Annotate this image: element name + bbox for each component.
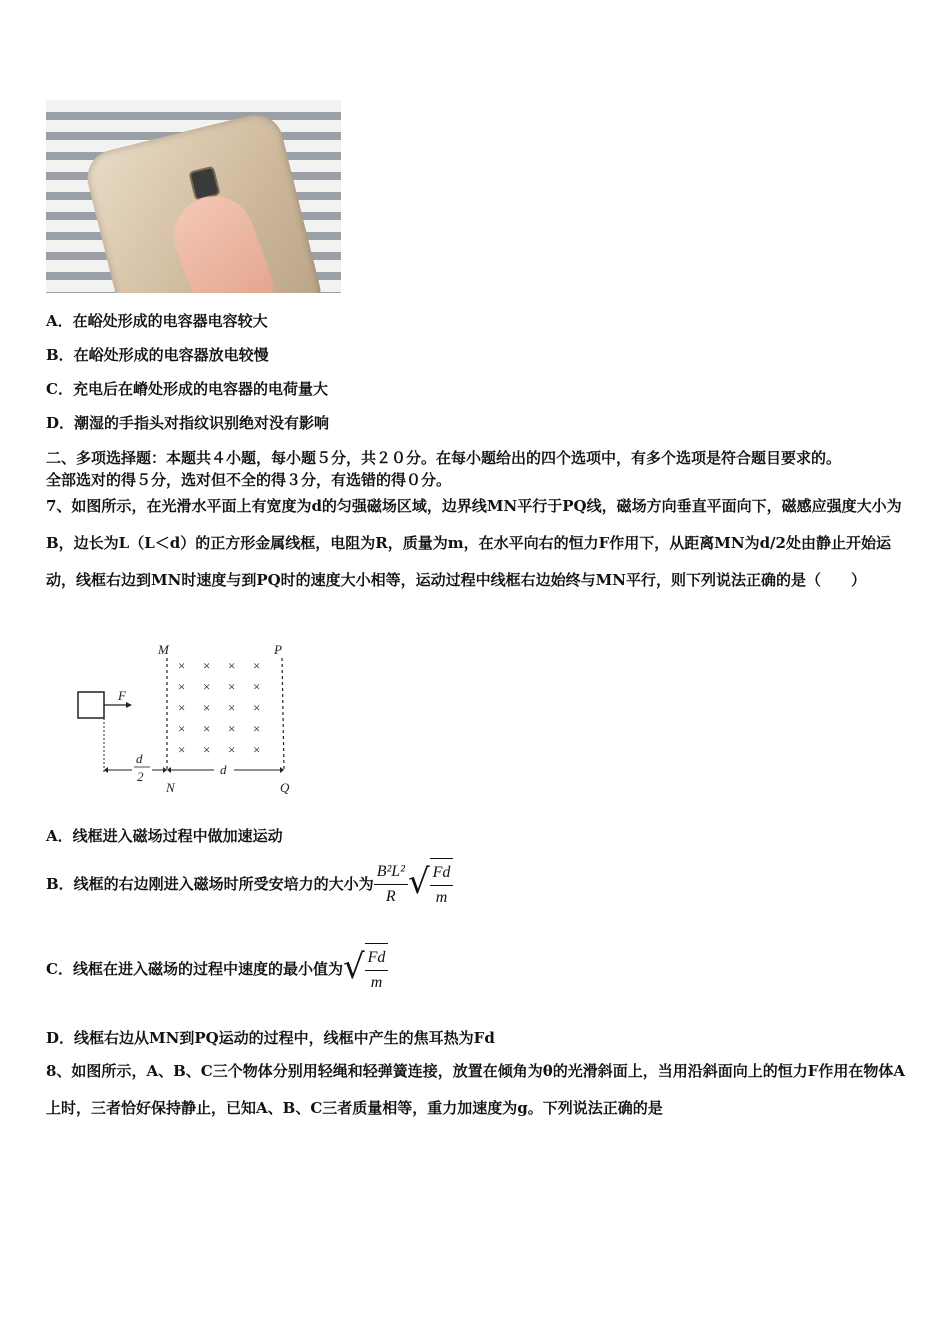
magnetic-field-diagram bbox=[70, 640, 310, 800]
field-x-mark: × bbox=[253, 679, 261, 694]
q7-option-d: D．线框右边从MN到PQ运动的过程中，线框中产生的焦耳热为Fd bbox=[46, 1029, 495, 1047]
label-d: d bbox=[220, 762, 227, 777]
section-header-line2: 全部选对的得５分，选对但不全的得３分，有选错的得０分。 bbox=[46, 471, 452, 489]
field-x-mark: × bbox=[203, 742, 211, 757]
field-x-mark: × bbox=[253, 700, 261, 715]
section-header bbox=[46, 447, 906, 491]
field-x-mark: × bbox=[228, 721, 236, 736]
field-x-mark: × bbox=[253, 721, 261, 736]
square-frame bbox=[78, 692, 104, 718]
label-p: P bbox=[274, 642, 282, 657]
q7-option-a: A．线框进入磁场过程中做加速运动 bbox=[46, 827, 283, 845]
field-x-mark: × bbox=[228, 700, 236, 715]
field-x-mark: × bbox=[203, 721, 211, 736]
field-x-mark: × bbox=[178, 679, 186, 694]
label-d-half-den: 2 bbox=[137, 769, 144, 784]
section-header-line1: 二、多项选择题：本题共４小题，每小题５分，共２０分。在每小题给出的四个选项中，有多个选项是符合题目要求的。 bbox=[46, 449, 842, 467]
q6-option-c: C．充电后在嵴处形成的电容器的电荷量大 bbox=[46, 380, 328, 398]
q8-stem: 8、如图所示，A、B、C三个物体分别用轻绳和轻弹簧连接，放置在倾角为θ的光滑斜面上，当用沿斜面向上的恒力F作用在物体A上时，三者恰好保持静止，已知A、B、C三者质量相等，重力加速度为g。下列说法正确的是 bbox=[46, 1062, 905, 1117]
field-x-mark: × bbox=[203, 658, 211, 673]
q7-option-c bbox=[46, 943, 388, 995]
field-x-mark: × bbox=[178, 721, 186, 736]
q7-option-c-text: C．线框在进入磁场的过程中速度的最小值为 bbox=[46, 960, 343, 978]
q7-figure bbox=[70, 640, 310, 800]
q7-option-b-fraction: $\frac{\text{B²L²}}{R}$ bbox=[374, 860, 408, 909]
label-m: M bbox=[158, 642, 169, 657]
field-x-mark: × bbox=[178, 658, 186, 673]
field-x-mark: × bbox=[253, 742, 261, 757]
fingerprint-phone-photo bbox=[46, 100, 341, 293]
q7-option-c-sqrt: √ $\frac{Fd}{m}$ bbox=[343, 943, 388, 995]
field-x-mark: × bbox=[203, 700, 211, 715]
boundary-pq bbox=[282, 658, 284, 770]
q6-option-d: D．潮湿的手指头对指纹识别绝对没有影响 bbox=[46, 414, 330, 432]
field-x-mark: × bbox=[228, 658, 236, 673]
field-x-mark: × bbox=[228, 679, 236, 694]
q7-option-b-text: B．线框的右边刚进入磁场时所受安培力的大小为 bbox=[46, 875, 374, 893]
q7-stem: 7、如图所示，在光滑水平面上有宽度为d的匀强磁场区域，边界线MN平行于PQ线，磁场方向垂直平面向下，磁感应强度大小为B，边长为L（L＜d）的正方形金属线框，电阻为R，质量为m，在水平向右的恒力F作用下，从距离MN为d/2处由静止开始运动，线框右边到MN时速度与到PQ时的速度大小相等，运动过程中线框右边始终与MN平行，则下列说法正确的是（ ） bbox=[46, 497, 902, 589]
field-x-mark: × bbox=[178, 742, 186, 757]
field-x-mark: × bbox=[228, 742, 236, 757]
label-q: Q bbox=[280, 780, 290, 795]
field-x-mark: × bbox=[203, 679, 211, 694]
label-d-half-num: d bbox=[136, 751, 143, 766]
field-x-mark: × bbox=[253, 658, 261, 673]
label-f: F bbox=[118, 688, 126, 703]
label-n: N bbox=[166, 780, 175, 795]
force-arrowhead bbox=[126, 702, 132, 708]
field-x-mark: × bbox=[178, 700, 186, 715]
field-marks bbox=[178, 658, 260, 757]
q7-option-b-sqrt: √ $\frac{Fd}{m}$ bbox=[408, 858, 453, 910]
q6-option-a: A．在峪处形成的电容器电容较大 bbox=[46, 312, 268, 330]
q6-option-b: B．在峪处形成的电容器放电较慢 bbox=[46, 346, 269, 364]
q7-option-b bbox=[46, 858, 453, 910]
